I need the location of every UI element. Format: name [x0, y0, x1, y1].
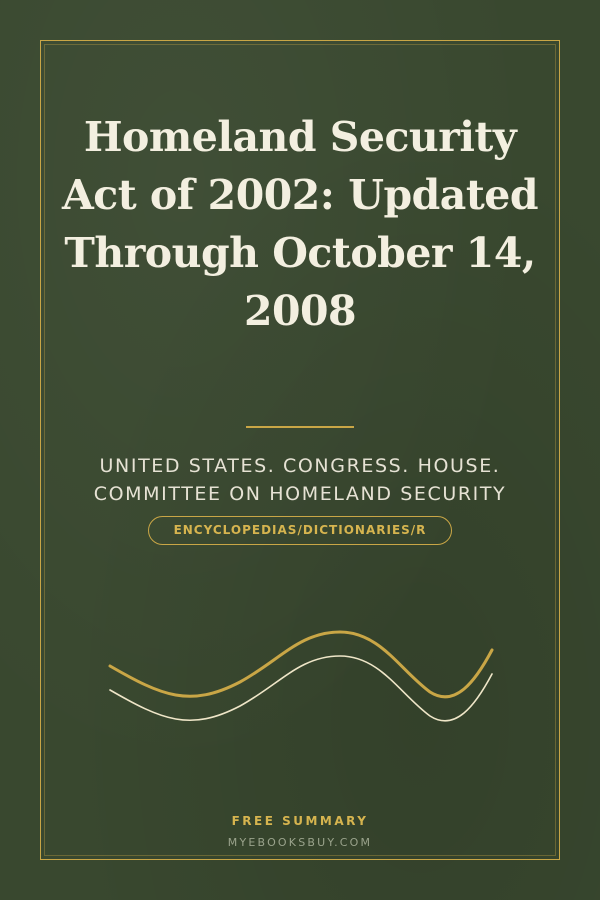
site-name: MYEBOOKSBUY.COM [227, 836, 373, 849]
decorative-wave-icon [100, 620, 500, 740]
author-line-1: UNITED STATES. CONGRESS. HOUSE. [99, 455, 501, 477]
book-author [40, 452, 560, 508]
free-summary-label: FREE SUMMARY [231, 814, 369, 828]
title-divider [246, 426, 354, 428]
book-title: Homeland Security Act of 2002: Updated Through October 14, 2008 [61, 113, 539, 335]
wave-line-light [110, 656, 492, 721]
category-badge: ENCYCLOPEDIAS/DICTIONARIES/R [148, 516, 452, 545]
author-line-2: COMMITTEE ON HOMELAND SECURITY [93, 483, 507, 505]
wave-line-gold [110, 632, 492, 697]
